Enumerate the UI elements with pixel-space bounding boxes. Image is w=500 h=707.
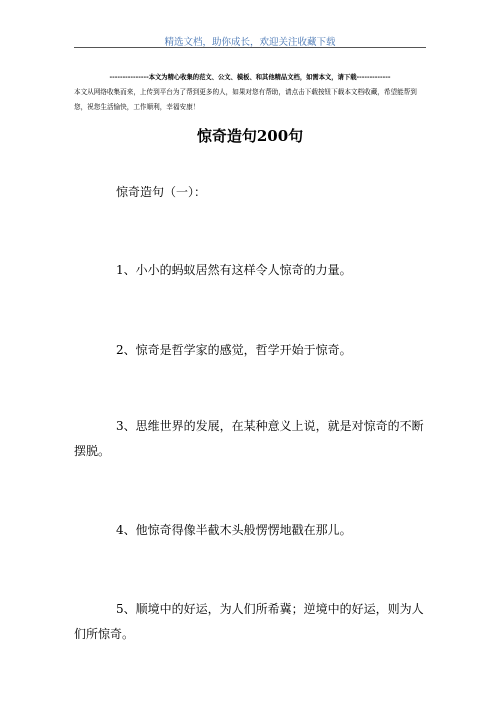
notice-text: 本文从网络收集而来，上传到平台为了帮到更多的人，如果对您有帮助，请点击下载按钮下载本文档收藏，希望能帮到您，祝您生活愉快，工作顺利，幸福安康！	[74, 88, 417, 111]
notice-line: ---------------本文为精心收集的范文、公文、模板、和其他精品文档，如需本文，请下载-------------	[109, 74, 391, 81]
paragraph-3: 3、思维世界的发展，在某种意义上说，就是对惊奇的不断摆脱。	[74, 419, 424, 458]
paragraph-1: 1、小小的蚂蚁居然有这样令人惊奇的力量。	[116, 263, 352, 277]
paragraph-2: 2、惊奇是哲学家的感觉，哲学开始于惊奇。	[116, 343, 352, 357]
document-title: 惊奇造句200句	[196, 127, 304, 145]
header-banner: 精选文档，助你成长，欢迎关注收藏下载	[164, 37, 336, 48]
paragraph-4: 4、他惊奇得像半截木头般愣愣地戳在那儿。	[116, 523, 352, 537]
header-divider	[74, 47, 426, 48]
section-heading: 惊奇造句（一）：	[116, 185, 207, 199]
paragraph-5: 5、顺境中的好运，为人们所希冀；逆境中的好运，则为人们所惊奇。	[74, 602, 424, 641]
